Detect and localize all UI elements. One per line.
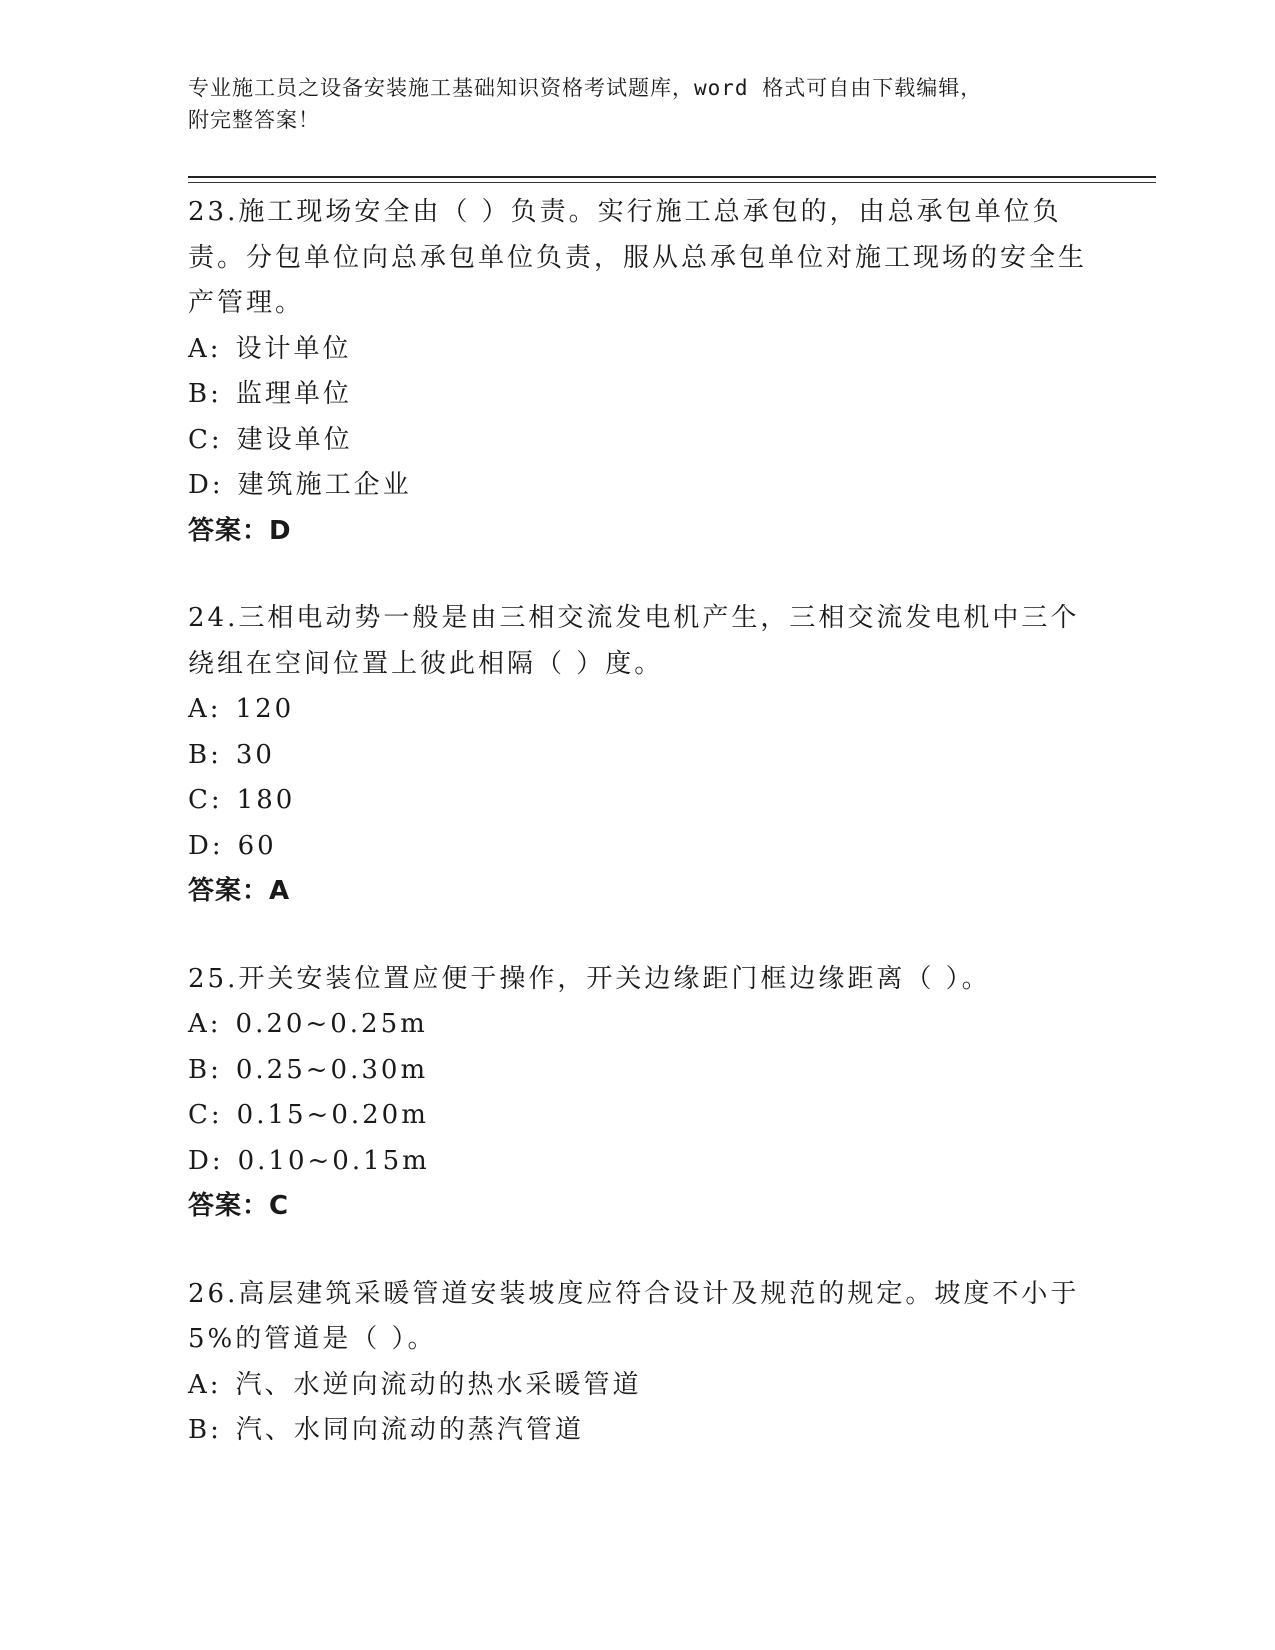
option-a: [188, 1363, 1088, 1409]
question-26: [188, 1272, 1088, 1454]
question-list: [188, 190, 1088, 1496]
header-line-1: 专业施工员之设备安装施工基础知识资格考试题库，word 格式可自由下载编辑，: [188, 76, 983, 100]
option-c: [188, 418, 1088, 464]
option-key: A:: [188, 333, 222, 364]
option-text: 60: [237, 830, 277, 861]
option-text: 0.20~0.25m: [235, 1009, 428, 1039]
document-header: [188, 72, 1068, 136]
option-key: A:: [188, 1009, 222, 1039]
question-24: [188, 596, 1088, 915]
option-text: 0.15~0.20m: [236, 1100, 429, 1130]
option-text: 30: [235, 739, 275, 770]
option-key: B:: [188, 1054, 222, 1085]
option-text: 汽、水逆向流动的热水采暖管道: [235, 1369, 642, 1400]
question-23: [188, 190, 1088, 554]
header-line-2: 附完整答案！: [188, 108, 320, 132]
option-text: 监理单位: [235, 379, 352, 409]
option-key: C:: [188, 785, 223, 815]
header-divider-thick: [188, 176, 1156, 178]
question-stem: 24.三相电动势一般是由三相交流发电机产生，三相交流发电机中三个绕组在空间位置上彼此相隔（ ）度。: [188, 603, 1080, 679]
question-stem: 26.高层建筑采暖管道安装坡度应符合设计及规范的规定。坡度不小于5%的管道是（ ）。: [188, 1278, 1080, 1354]
question-stem: 23.施工现场安全由（ ）负责。实行施工总承包的，由总承包单位负责。分包单位向总承包单位负责，服从总承包单位对施工现场的安全生产管理。: [188, 197, 1088, 318]
answer-label: 答案：A: [188, 876, 291, 906]
option-key: A:: [188, 694, 222, 724]
option-b: [188, 1048, 1088, 1094]
option-key: A:: [188, 1369, 222, 1400]
option-key: D:: [188, 1145, 224, 1176]
question-25: [188, 957, 1088, 1230]
option-text: 0.10~0.15m: [237, 1145, 430, 1176]
option-d: [188, 463, 1088, 509]
option-b: [188, 733, 1088, 779]
answer-label: 答案：C: [188, 1191, 290, 1221]
option-a: [188, 1002, 1088, 1048]
option-key: C:: [188, 424, 223, 455]
option-text: 汽、水同向流动的蒸汽管道: [235, 1415, 584, 1445]
option-text: 180: [236, 785, 296, 815]
option-a: [188, 687, 1088, 733]
option-key: B:: [188, 1415, 222, 1445]
option-key: B:: [188, 739, 222, 770]
question-stem: 25.开关安装位置应便于操作，开关边缘距门框边缘距离（ ）。: [188, 963, 991, 994]
option-key: D:: [188, 830, 224, 861]
answer-label: 答案：D: [188, 515, 292, 546]
option-c: [188, 1093, 1088, 1139]
option-text: 建筑施工企业: [237, 470, 412, 500]
option-a: [188, 327, 1088, 373]
option-key: B:: [188, 379, 222, 409]
option-b: [188, 372, 1088, 418]
option-key: C:: [188, 1100, 223, 1130]
option-text: 120: [235, 694, 295, 724]
option-text: 设计单位: [235, 333, 352, 364]
option-d: [188, 1139, 1088, 1185]
header-divider-thin: [188, 182, 1156, 183]
option-c: [188, 778, 1088, 824]
option-b: [188, 1408, 1088, 1454]
option-text: 0.25~0.30m: [235, 1054, 429, 1085]
option-key: D:: [188, 470, 224, 500]
option-text: 建设单位: [236, 424, 353, 455]
option-d: [188, 824, 1088, 870]
